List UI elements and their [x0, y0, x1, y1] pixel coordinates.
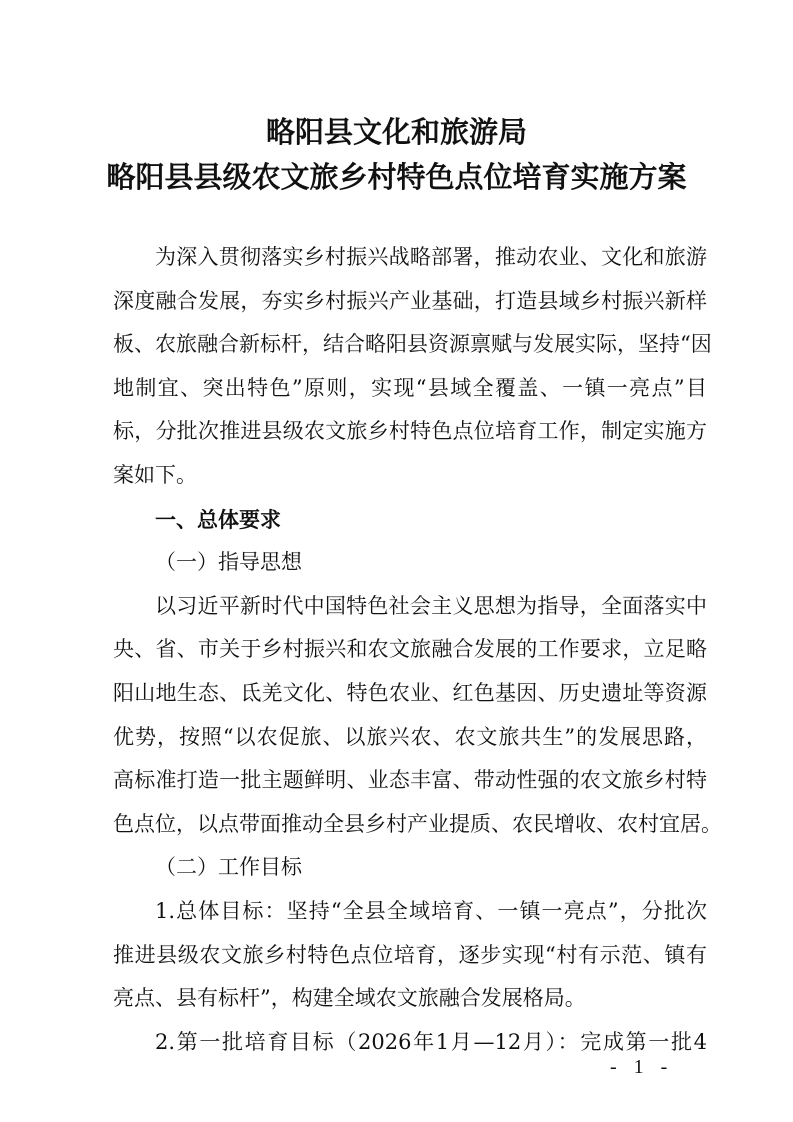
text-line: 标，分批次推进县级农文旅乡村特色点位培育工作，制定实施方 [113, 419, 707, 444]
text-line: 2.第一批培育目标（2026年1月—12月）：完成第一批4 [155, 1029, 707, 1054]
text-line: 以习近平新时代中国特色社会主义思想为指导，全面落实中 [155, 593, 707, 618]
text-line: 为深入贯彻落实乡村振兴战略部署，推动农业、文化和旅游 [155, 245, 707, 269]
text-line: 深度融合发展，夯实乡村振兴产业基础，打造县域乡村振兴新样 [113, 288, 707, 313]
text-line: 推进县级农文旅乡村特色点位培育，逐步实现“村有示范、镇有 [113, 942, 707, 967]
section-heading: 一、总体要求 [155, 506, 281, 532]
page-number: - 1 - [610, 1056, 674, 1078]
text-line: 案如下。 [113, 462, 197, 487]
document-title-plan: 略阳县县级农文旅乡村特色点位培育实施方案 [106, 160, 687, 194]
text-line: 色点位，以点带面推动全县乡村产业提质、农民增收、农村宜居。 [113, 811, 722, 836]
text-line: 央、省、市关于乡村振兴和农文旅融合发展的工作要求，立足略 [113, 637, 707, 662]
text-line: 亮点、县有标杆”，构建全域农文旅融合发展格局。 [113, 986, 586, 1011]
text-line: 阳山地生态、氐羌文化、特色农业、红色基因、历史遗址等资源 [113, 680, 707, 705]
document-body [113, 236, 722, 1064]
text-line: 高标准打造一批主题鲜明、业态丰富、带动性强的农文旅乡村特 [113, 768, 707, 793]
text-line: 地制宜、突出特色”原则，实现“县域全覆盖、一镇一亮点”目 [113, 375, 707, 400]
text-line: （二）工作目标 [155, 855, 302, 880]
document-title-agency: 略阳县文化和旅游局 [265, 115, 527, 149]
text-line: 板、农旅融合新标杆，结合略阳县资源禀赋与发展实际，坚持“因 [113, 332, 712, 357]
text-line: 优势，按照“以农促旅、以旅兴农、农文旅共生”的发展思路， [113, 724, 707, 749]
text-line: （一）指导思想 [155, 550, 302, 575]
text-line: 1.总体目标：坚持“全县全域培育、一镇一亮点”，分批次 [155, 898, 707, 923]
